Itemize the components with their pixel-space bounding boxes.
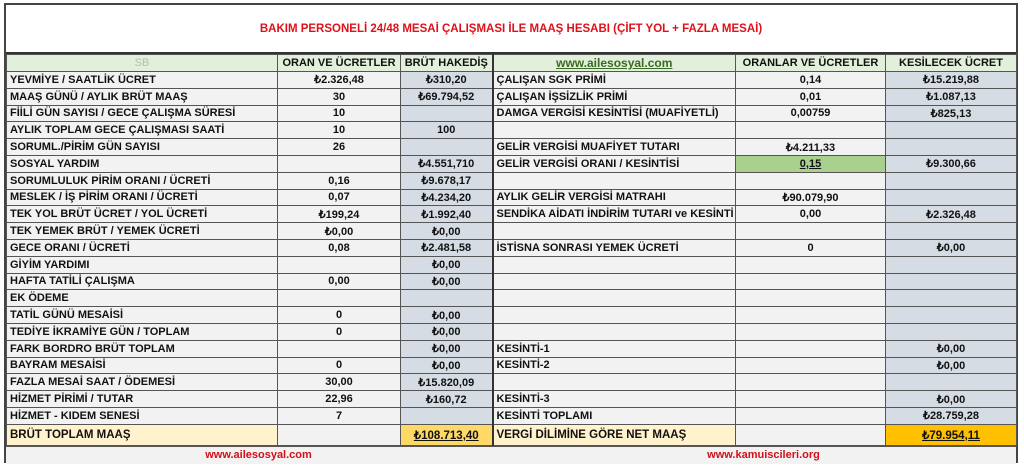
- header-kesilecek[interactable]: KESİLECEK ÜCRET: [886, 55, 1017, 72]
- brut-cell[interactable]: ₺9.678,17: [401, 172, 493, 189]
- row-label[interactable]: HİZMET PİRİMİ / TUTAR: [7, 391, 278, 408]
- oranlar-cell[interactable]: 0,00759: [736, 105, 886, 122]
- empty-cell[interactable]: [736, 424, 886, 445]
- brut-cell[interactable]: [401, 290, 493, 307]
- oranlar-cell[interactable]: 0,15: [736, 155, 886, 172]
- oran-cell[interactable]: 0: [278, 323, 401, 340]
- oranlar-cell[interactable]: [736, 223, 886, 240]
- brut-cell[interactable]: ₺0,00: [401, 256, 493, 273]
- deduction-label[interactable]: KESİNTİ TOPLAMI: [493, 407, 736, 424]
- deduction-label[interactable]: İSTİSNA SONRASI YEMEK ÜCRETİ: [493, 239, 736, 256]
- oranlar-cell[interactable]: [736, 357, 886, 374]
- deduction-label[interactable]: [493, 172, 736, 189]
- row-label[interactable]: MAAŞ GÜNÜ / AYLIK BRÜT MAAŞ: [7, 88, 278, 105]
- brut-cell[interactable]: ₺0,00: [401, 340, 493, 357]
- row-label[interactable]: YEVMİYE / SAATLİK ÜCRET: [7, 72, 278, 89]
- row-label[interactable]: MESLEK / İŞ PİRİM ORANI / ÜCRETİ: [7, 189, 278, 206]
- oran-cell[interactable]: 7: [278, 407, 401, 424]
- oranlar-cell[interactable]: ₺4.211,33: [736, 139, 886, 156]
- header-sb[interactable]: SB: [7, 55, 278, 72]
- kesilecek-cell[interactable]: ₺0,00: [886, 239, 1017, 256]
- oran-cell[interactable]: ₺2.326,48: [278, 72, 401, 89]
- brut-cell[interactable]: ₺0,00: [401, 323, 493, 340]
- row-label[interactable]: SORUMLULUK PİRİM ORANI / ÜCRETİ: [7, 172, 278, 189]
- oranlar-cell[interactable]: 0,01: [736, 88, 886, 105]
- row-label[interactable]: HAFTA TATİLİ ÇALIŞMA: [7, 273, 278, 290]
- row-label[interactable]: FARK BORDRO BRÜT TOPLAM: [7, 340, 278, 357]
- salary-sheet: [4, 3, 1018, 463]
- row-label[interactable]: AYLIK TOPLAM GECE ÇALIŞMASI SAATİ: [7, 122, 278, 139]
- kesilecek-cell[interactable]: [886, 273, 1017, 290]
- row-label[interactable]: TEK YEMEK BRÜT / YEMEK ÜCRETİ: [7, 223, 278, 240]
- kesilecek-cell[interactable]: ₺9.300,66: [886, 155, 1017, 172]
- header-site-link[interactable]: www.ailesosyal.com: [493, 55, 736, 72]
- kesilecek-cell[interactable]: [886, 323, 1017, 340]
- table-row: [7, 273, 1017, 290]
- table-row: [7, 223, 1017, 240]
- row-label[interactable]: HİZMET - KIDEM SENESİ: [7, 407, 278, 424]
- kesilecek-cell[interactable]: ₺28.759,28: [886, 407, 1017, 424]
- deduction-label[interactable]: [493, 323, 736, 340]
- deduction-label[interactable]: [493, 122, 736, 139]
- brut-cell[interactable]: 100: [401, 122, 493, 139]
- deduction-label[interactable]: [493, 307, 736, 324]
- kesilecek-cell[interactable]: ₺15.219,88: [886, 72, 1017, 89]
- footer: [6, 446, 1016, 464]
- brut-cell[interactable]: ₺310,20: [401, 72, 493, 89]
- net-salary-label[interactable]: VERGİ DİLİMİNE GÖRE NET MAAŞ: [493, 424, 736, 445]
- deduction-label[interactable]: [493, 223, 736, 240]
- empty-cell[interactable]: [278, 424, 401, 445]
- oranlar-cell[interactable]: ₺90.079,90: [736, 189, 886, 206]
- oran-cell[interactable]: 26: [278, 139, 401, 156]
- header-brut[interactable]: BRÜT HAKEDİŞ: [401, 55, 493, 72]
- oran-cell[interactable]: 10: [278, 105, 401, 122]
- brut-cell[interactable]: ₺0,00: [401, 273, 493, 290]
- oranlar-cell[interactable]: 0,14: [736, 72, 886, 89]
- row-label[interactable]: SORUML./PİRİM GÜN SAYISI: [7, 139, 278, 156]
- deduction-label[interactable]: [493, 374, 736, 391]
- oran-cell[interactable]: ₺199,24: [278, 206, 401, 223]
- table-row: [7, 122, 1017, 139]
- kesilecek-cell[interactable]: ₺0,00: [886, 357, 1017, 374]
- brut-cell[interactable]: [401, 139, 493, 156]
- deduction-label[interactable]: KESİNTİ-2: [493, 357, 736, 374]
- oranlar-cell[interactable]: [736, 407, 886, 424]
- oranlar-cell[interactable]: [736, 391, 886, 408]
- kesilecek-cell[interactable]: [886, 139, 1017, 156]
- net-salary-value[interactable]: ₺79.954,11: [886, 424, 1017, 445]
- oranlar-cell[interactable]: [736, 273, 886, 290]
- deduction-label[interactable]: ÇALIŞAN İŞSİZLİK PRİMİ: [493, 88, 736, 105]
- deduction-label[interactable]: [493, 256, 736, 273]
- brut-cell[interactable]: ₺4.551,710: [401, 155, 493, 172]
- header-row: [7, 55, 1017, 72]
- oranlar-cell[interactable]: [736, 307, 886, 324]
- kesilecek-cell[interactable]: ₺1.087,13: [886, 88, 1017, 105]
- oran-cell[interactable]: [278, 290, 401, 307]
- oranlar-cell[interactable]: [736, 340, 886, 357]
- oran-cell[interactable]: 0: [278, 307, 401, 324]
- brut-cell[interactable]: [401, 105, 493, 122]
- row-label[interactable]: TEDİYE İKRAMİYE GÜN / TOPLAM: [7, 323, 278, 340]
- gross-total-value[interactable]: ₺108.713,40: [401, 424, 493, 445]
- table-row: [7, 72, 1017, 89]
- kesilecek-cell[interactable]: ₺2.326,48: [886, 206, 1017, 223]
- brut-cell[interactable]: ₺1.992,40: [401, 206, 493, 223]
- table-row: [7, 88, 1017, 105]
- total-row: [7, 424, 1017, 445]
- footer-link-right[interactable]: www.kamuiscileri.org: [707, 448, 820, 461]
- table-row: [7, 206, 1017, 223]
- kesilecek-cell[interactable]: [886, 307, 1017, 324]
- oranlar-cell[interactable]: [736, 172, 886, 189]
- brut-cell[interactable]: ₺0,00: [401, 357, 493, 374]
- oran-cell[interactable]: [278, 155, 401, 172]
- oran-cell[interactable]: 30,00: [278, 374, 401, 391]
- row-label[interactable]: TEK YOL BRÜT ÜCRET / YOL ÜCRETİ: [7, 206, 278, 223]
- brut-cell[interactable]: ₺4.234,20: [401, 189, 493, 206]
- table-row: [7, 323, 1017, 340]
- row-label[interactable]: SOSYAL YARDIM: [7, 155, 278, 172]
- oran-cell[interactable]: 10: [278, 122, 401, 139]
- footer-link-left[interactable]: www.ailesosyal.com: [205, 448, 312, 461]
- kesilecek-cell[interactable]: [886, 189, 1017, 206]
- header-oranlar[interactable]: ORANLAR VE ÜCRETLER: [736, 55, 886, 72]
- brut-cell[interactable]: ₺15.820,09: [401, 374, 493, 391]
- header-oran[interactable]: ORAN VE ÜCRETLER: [278, 55, 401, 72]
- oranlar-cell[interactable]: 0,00: [736, 206, 886, 223]
- kesilecek-cell[interactable]: ₺0,00: [886, 340, 1017, 357]
- oranlar-cell[interactable]: [736, 374, 886, 391]
- table-row: [7, 172, 1017, 189]
- oran-cell[interactable]: 0: [278, 357, 401, 374]
- oranlar-cell[interactable]: 0: [736, 239, 886, 256]
- table-row: [7, 256, 1017, 273]
- oran-cell[interactable]: 30: [278, 88, 401, 105]
- brut-cell[interactable]: ₺69.794,52: [401, 88, 493, 105]
- row-label[interactable]: EK ÖDEME: [7, 290, 278, 307]
- brut-cell[interactable]: ₺0,00: [401, 307, 493, 324]
- table-row: [7, 374, 1017, 391]
- sheet-title: BAKIM PERSONELİ 24/48 MESAİ ÇALIŞMASI İLE MAAŞ HESABI (ÇİFT YOL + FAZLA MESAİ): [6, 5, 1016, 54]
- oranlar-cell[interactable]: [736, 323, 886, 340]
- oran-cell[interactable]: 0,07: [278, 189, 401, 206]
- brut-cell[interactable]: ₺160,72: [401, 391, 493, 408]
- kesilecek-cell[interactable]: [886, 122, 1017, 139]
- deduction-label[interactable]: KESİNTİ-1: [493, 340, 736, 357]
- table-row: [7, 340, 1017, 357]
- oran-cell[interactable]: 0,08: [278, 239, 401, 256]
- deduction-label[interactable]: SENDİKA AİDATI İNDİRİM TUTARI ve KESİNTİ: [493, 206, 736, 223]
- oranlar-cell[interactable]: [736, 290, 886, 307]
- table-row: [7, 290, 1017, 307]
- deduction-label[interactable]: GELİR VERGİSİ MUAFİYET TUTARI: [493, 139, 736, 156]
- table-row: [7, 239, 1017, 256]
- table-row: [7, 105, 1017, 122]
- row-label[interactable]: BAYRAM MESAİSİ: [7, 357, 278, 374]
- deduction-label[interactable]: DAMGA VERGİSİ KESİNTİSİ (MUAFİYETLİ): [493, 105, 736, 122]
- row-label[interactable]: GECE ORANI / ÜCRETİ: [7, 239, 278, 256]
- oranlar-cell[interactable]: [736, 122, 886, 139]
- row-label[interactable]: TATİL GÜNÜ MESAİSİ: [7, 307, 278, 324]
- row-label[interactable]: FİİLİ GÜN SAYISI / GECE ÇALIŞMA SÜRESİ: [7, 105, 278, 122]
- brut-cell[interactable]: ₺2.481,58: [401, 239, 493, 256]
- kesilecek-cell[interactable]: [886, 374, 1017, 391]
- table-row: [7, 407, 1017, 424]
- brut-cell[interactable]: ₺0,00: [401, 223, 493, 240]
- table-row: [7, 189, 1017, 206]
- salary-table: [6, 54, 1017, 446]
- deduction-label[interactable]: GELİR VERGİSİ ORANI / KESİNTİSİ: [493, 155, 736, 172]
- deduction-label[interactable]: AYLIK GELİR VERGİSİ MATRAHI: [493, 189, 736, 206]
- kesilecek-cell[interactable]: [886, 256, 1017, 273]
- oran-cell[interactable]: 22,96: [278, 391, 401, 408]
- deduction-label[interactable]: KESİNTİ-3: [493, 391, 736, 408]
- table-row: [7, 155, 1017, 172]
- table-row: [7, 391, 1017, 408]
- kesilecek-cell[interactable]: ₺0,00: [886, 391, 1017, 408]
- oran-cell[interactable]: ₺0,00: [278, 223, 401, 240]
- kesilecek-cell[interactable]: [886, 290, 1017, 307]
- table-row: [7, 307, 1017, 324]
- deduction-label[interactable]: [493, 290, 736, 307]
- deduction-label[interactable]: ÇALIŞAN SGK PRİMİ: [493, 72, 736, 89]
- table-row: [7, 357, 1017, 374]
- oran-cell[interactable]: 0,00: [278, 273, 401, 290]
- kesilecek-cell[interactable]: ₺825,13: [886, 105, 1017, 122]
- oranlar-cell[interactable]: [736, 256, 886, 273]
- oran-cell[interactable]: [278, 340, 401, 357]
- oran-cell[interactable]: [278, 256, 401, 273]
- brut-cell[interactable]: [401, 407, 493, 424]
- table-row: [7, 139, 1017, 156]
- kesilecek-cell[interactable]: [886, 172, 1017, 189]
- oran-cell[interactable]: 0,16: [278, 172, 401, 189]
- kesilecek-cell[interactable]: [886, 223, 1017, 240]
- row-label[interactable]: FAZLA MESAİ SAAT / ÖDEMESİ: [7, 374, 278, 391]
- row-label[interactable]: GİYİM YARDIMI: [7, 256, 278, 273]
- deduction-label[interactable]: [493, 273, 736, 290]
- gross-total-label[interactable]: BRÜT TOPLAM MAAŞ: [7, 424, 278, 445]
